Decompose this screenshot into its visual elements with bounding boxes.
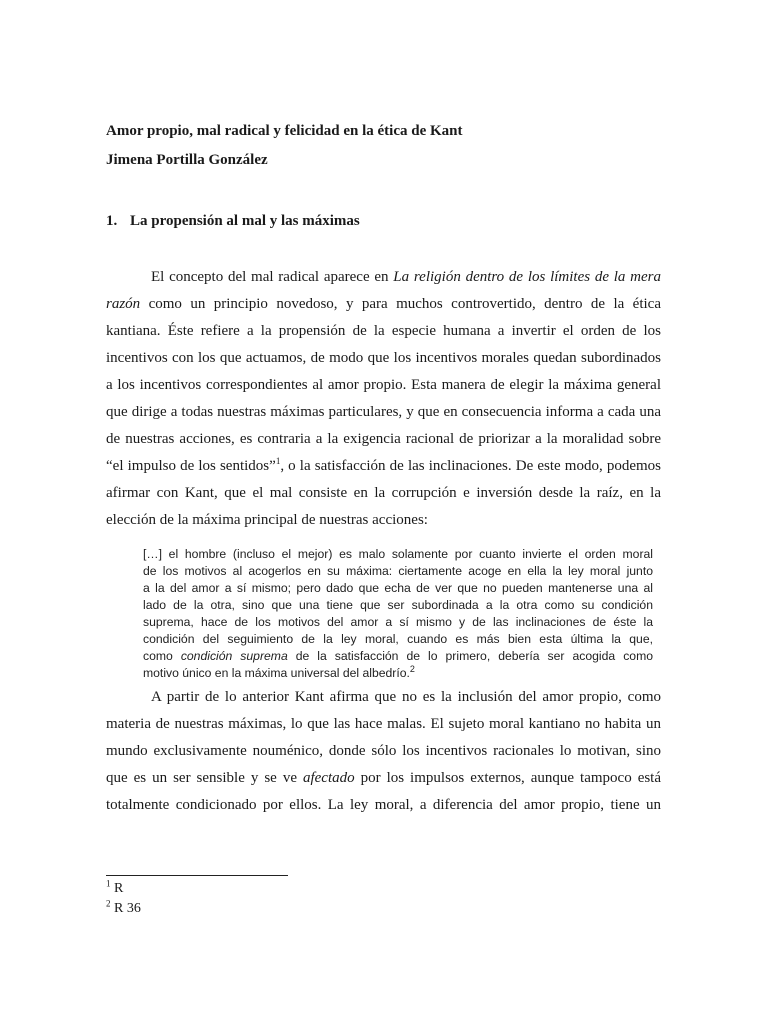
text-run: de la satisfacción de lo primero, debería ser acogida como [287, 649, 653, 663]
footnote-text: R [110, 881, 124, 896]
footnote-separator [106, 875, 288, 876]
text-run: El concepto del mal radical aparece en [151, 269, 394, 285]
paragraph-line [106, 264, 661, 291]
paragraph-line: elección de la máxima principal de nuestras acciones: [106, 512, 428, 528]
paragraph-line [106, 291, 661, 318]
paragraph-line: a los incentivos correspondientes al amor propio. Esta manera de elegir la máxima general [106, 377, 661, 393]
quote-line: […] el hombre (incluso el mejor) es malo solamente por cuanto invierte el orden moral [143, 547, 653, 561]
footnote-ref[interactable]: 1 [275, 456, 281, 466]
paragraph-line: mundo exclusivamente nouménico, donde sólo los incentivos racionales lo motivan, sino [106, 743, 661, 759]
text-run: por los impulsos externos, aunque tampoco está [354, 770, 662, 786]
paragraph-line: kantiana. Éste refiere a la propensión de la especie humana a invertir el orden de los [106, 323, 661, 339]
book-title-italic: La religión dentro de los límites de la mera [393, 269, 661, 285]
quote-line: de los motivos al acogerlos en su máxima: ciertamente acoge en ella la ley moral junto [143, 564, 653, 578]
footnote-mark: 2 [106, 898, 111, 909]
footnote-1 [106, 880, 123, 898]
author-name: Jimena Portilla González [106, 152, 268, 168]
paragraph-line: materia de nuestras máximas, lo que las hace malas. El sujeto moral kantiano no habita un [106, 716, 661, 732]
section-heading [106, 212, 360, 230]
quote-line: a la del amor a sí mismo; pero dado que echa de ver que no pueden mantenerse una al [143, 581, 653, 595]
text-run: , o la satisfacción de las inclinaciones. De este modo, podemos [280, 458, 662, 474]
footnote-mark: 1 [106, 878, 111, 889]
text-run: como un principio novedoso, y para muchos controvertido, dentro de la ética [140, 296, 661, 312]
paragraph-line: A partir de lo anterior Kant afirma que no es la inclusión del amor propio, como [151, 689, 661, 705]
book-title-italic: razón [106, 296, 141, 312]
quote-line [143, 665, 653, 682]
paragraph-line: afirmar con Kant, que el mal consiste en la corrupción e inversión desde la raíz, en la [106, 485, 661, 501]
paragraph-line: de nuestras acciones, es contraria a la exigencia racional de priorizar a la moralidad sobre [106, 431, 661, 447]
document-title: Amor propio, mal radical y felicidad en la ética de Kant [106, 123, 463, 139]
quote-line: condición del seguimiento de la ley moral, cuando es más bien esta última la que, [143, 632, 653, 646]
paragraph-line [106, 765, 661, 792]
text-run: motivo único en la máxima universal del albedrío. [143, 666, 410, 680]
footnote-2 [106, 900, 141, 918]
emphasis-italic: condición suprema [180, 649, 288, 663]
quote-line: lado de la otra, sino que una tiene que ser subordinada a la otra como su condición [143, 598, 653, 612]
quote-line [143, 648, 653, 665]
text-run: que es un ser sensible y se ve [106, 770, 303, 786]
emphasis-italic: afectado [302, 770, 355, 786]
paragraph-line: totalmente condicionado por ellos. La ley moral, a diferencia del amor propio, tiene un [106, 797, 661, 813]
paragraph-2 [106, 684, 661, 819]
text-run: como [143, 649, 181, 663]
text-run: “el impulso de los sentidos” [106, 458, 276, 474]
footnote-ref[interactable]: 2 [409, 663, 415, 674]
paragraph-line [106, 453, 661, 480]
block-quote [143, 546, 653, 682]
quote-line: suprema, hace de los motivos del amor a sí mismo y de las inclinaciones de éste la [143, 615, 653, 629]
section-number: 1. [106, 213, 118, 229]
paragraph-line: incentivos con los que actuamos, de modo que los incentivos morales quedan subordinados [106, 350, 661, 366]
paragraph-line: que dirige a todas nuestras máximas particulares, y que en consecuencia informa a cada una [106, 404, 661, 420]
footnote-text: R 36 [110, 901, 141, 916]
section-title: La propensión al mal y las máximas [130, 213, 360, 229]
paragraph-1 [106, 264, 661, 534]
